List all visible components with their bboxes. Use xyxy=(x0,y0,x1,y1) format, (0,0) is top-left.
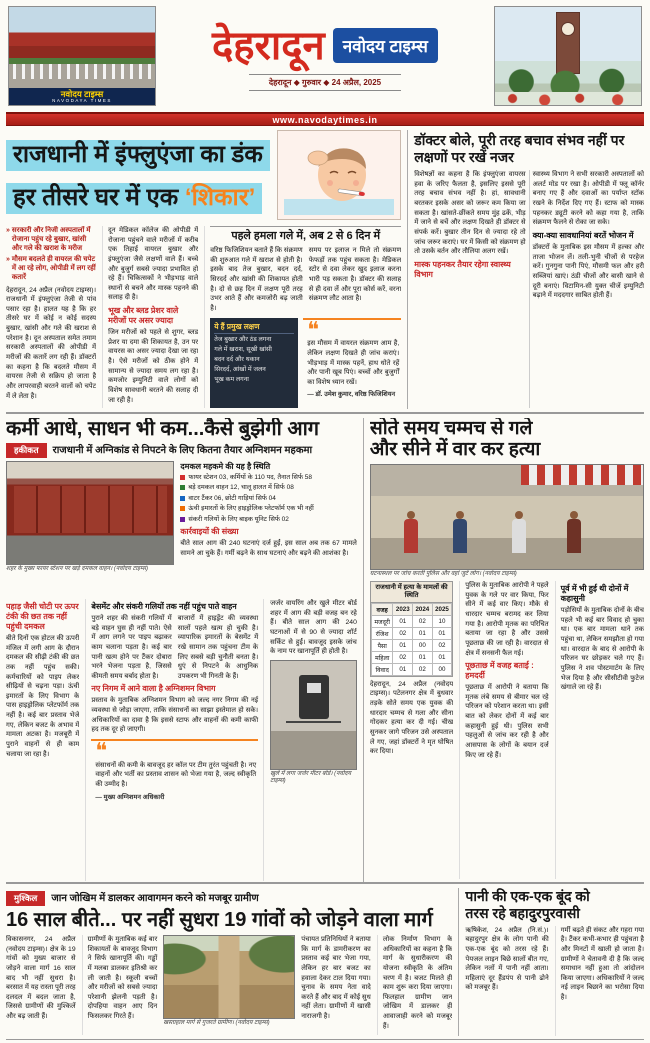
lead-paragraph: जिन मरीजों को पहले से शुगर, ब्लड प्रेशर या दमा की शिकायत है, उन पर वायरस का असर ज्यादा देखा जा रहा है। ऐसे मरीजों को ठीक होने में सामान्य से ज्यादा समय लग रहा है। कमजोर इम्युनिटी वाले लोगों को विशेष सावधानी बरतने की सलाह दी जा रही है। xyxy=(108,329,199,404)
symptom-item: तेज बुखार और ठंड लगना xyxy=(214,335,272,343)
road-photo-caption: खस्ताहाल मार्ग से गुजरते ग्रामीण। (नवोदय टाइम्स) xyxy=(163,1020,270,1026)
quote-author: — मुख्य अग्निशमन अधिकारी xyxy=(95,793,165,801)
stats-cell: रंजिश xyxy=(371,627,393,639)
road-paragraph: विकासनगर, 24 अप्रैल (नवोदय टाइम्स)। क्षेत्र के 19 गांवों को मुख्य बाजार से जोड़ने वाला मार्ग 16 साल बाद भी नहीं सुधरा है। बरसात में यह रास्ता पूरी तरह दलदल में बदल जाता है, जिससे ग्रामीणों की मुश्किलें और बढ़ जाती हैं। xyxy=(6,936,76,1021)
stats-cell: विवाद xyxy=(371,663,393,675)
stats-cell: 01 xyxy=(393,615,413,627)
fire-fact-item xyxy=(180,495,356,503)
website-url: www.navodaytimes.in xyxy=(272,114,378,125)
fire-fact-item xyxy=(180,505,356,513)
stats-header-cell: 2024 xyxy=(413,603,433,615)
road-body-columns xyxy=(6,935,452,1035)
stats-cell: 02 xyxy=(413,663,433,675)
crime-stats-grid xyxy=(371,603,452,676)
road-kicker-row xyxy=(6,891,452,906)
fire-bottom-row xyxy=(6,599,357,881)
masthead-city: देहरादून xyxy=(212,23,325,68)
arrow-bullet-icon: » xyxy=(6,256,10,264)
water-headline-line1: पानी की एक-एक बूंद को xyxy=(465,888,590,904)
fire-substory-tank xyxy=(6,599,79,881)
road-kicker-label: मुश्किल xyxy=(6,891,45,906)
lead-point xyxy=(6,255,96,282)
lead-headline-line2 xyxy=(6,183,262,214)
stats-cell: महिला xyxy=(371,651,393,663)
parade-marchers xyxy=(13,64,151,79)
crime-scene-image xyxy=(370,464,644,570)
fire-fact-text: संकरी गलियों के लिए बाइक यूनिट सिर्फ 02 xyxy=(188,515,289,523)
lead-body-columns xyxy=(6,226,401,408)
stats-cell: 01 xyxy=(413,627,433,639)
left-photo-brand-band xyxy=(9,88,155,105)
doctor-quote-block xyxy=(303,318,401,408)
stats-cell: पैसा xyxy=(371,639,393,651)
lead-paragraph: देहरादून, 24 अप्रैल (नवोदय टाइम्स)। राजधानी में इंफ्लुएंजा तेजी से पांव पसार रहा है। हालत यह है कि हर तीसरे घर में कोई न कोई सदस्य बुखार, खांसी और गले की खराश से परेशान है। दून अस्पताल समेत तमाम सरकारी अस्पतालों की ओपीडी में मरीजों की कतारें लग रही हैं। डॉक्टरों का कहना है कि बदलते मौसम में वायरस तेजी से सक्रिय हो जाता है और लापरवाही बरतने वालों को चपेट में ले लेता है। xyxy=(6,286,97,400)
meter-photo-caption: खुले में लगा जर्जर मीटर बोर्ड। (नवोदय टाइम्स) xyxy=(270,770,352,785)
lead-headline-line2-text: हर तीसरे घर में एक xyxy=(13,184,179,212)
stats-cell: 00 xyxy=(413,639,433,651)
fire-kicker-text: राजधानी में अग्निकांड से निपटने के लिए कितना तैयार अग्निशमन महकमा xyxy=(52,444,313,456)
murder-headline-line2: और सीने में वार कर हत्या xyxy=(369,439,541,461)
stats-header-cell: 2025 xyxy=(432,603,452,615)
fire-actions-text: बीते साल आग की 240 घटनाएं दर्ज हुईं, इस साल अब तक 67 मामले सामने आ चुके हैं। गर्मी बढ़ने के साथ घटनाएं और बढ़ने की आशंका है। xyxy=(180,540,357,557)
fire-station-image xyxy=(6,461,174,565)
lead-feature-paragraph: समय पर इलाज न मिले तो संक्रमण फेफड़ों तक पहुंच सकता है। मेडिकल स्टोर से दवा लेकर खुद इलाज करना भारी पड़ सकता है। डॉक्टर की सलाह से ही दवा लें और पूरा कोर्स करें, वरना संक्रमण लौट आता है। xyxy=(308,247,402,303)
lead-headline-line2-wrap xyxy=(6,176,273,214)
stats-row xyxy=(371,627,451,639)
road-paragraph: लोक निर्माण विभाग के अधिकारियों का कहना है कि मार्ग के सुधारीकरण की योजना स्वीकृति के अंतिम चरण में है। बजट मिलते ही काम शुरू करा दिया जाएगा। फिलहाल ग्रामीण जान जोखिम में डालकर ही आवाजाही करने को मजबूर हैं। xyxy=(377,935,453,1035)
stats-header-row xyxy=(371,603,451,615)
stats-cell: मजदूरी xyxy=(371,615,393,627)
masthead xyxy=(6,0,644,112)
scene-person xyxy=(404,519,418,553)
lead-column-2 xyxy=(102,226,198,408)
scene-person xyxy=(567,519,581,553)
murder-intro-paragraph: देहरादून, 24 अप्रैल (नवोदय टाइम्स)। पटेलनगर क्षेत्र में बुधवार तड़के सोते समय एक युवक की धारदार चम्मच से गला और सीना गोदकर हत्या कर दी गई। चीख सुनकर जागे परिजन उसे अस्पताल ले गए, जहां डॉक्टरों ने मृत घोषित कर दिया। xyxy=(369,680,454,756)
clocktower-flowers xyxy=(495,92,641,105)
quote-icon: ❝ xyxy=(307,317,320,343)
quote-text: संसाधनों की कमी के बावजूद हर कॉल पर टीम तुरंत पहुंचती है। नए वाहनों और भर्ती का प्रस्ताव शासन को भेजा गया है, जल्द स्वीकृति की उम्मीद है। xyxy=(95,761,257,788)
water-paragraph: ऋषिकेश, 24 अप्रैल (नि.सं.)। बहादुरपुर क्षेत्र के लोग पानी की एक-एक बूंद को तरस रहे हैं। पेयजल लाइन बिछे सालों बीत गए, लेकिन नलों में पानी नहीं आता। महिलाएं दूर हैंडपंप से पानी ढोने को मजबूर हैं। xyxy=(465,926,549,992)
fire-fact-text: वाटर टैंकर 06, छोटी गाड़ियां सिर्फ 04 xyxy=(188,494,276,502)
murder-paragraph: पूछताछ में आरोपी ने बताया कि मृतक लंबे समय से बीमार चल रहे परिजन को परेशान करता था। इसी बात को लेकर दोनों में कई बार कहासुनी हुई थी। पुलिस सभी पहलुओं से जांच कर रही है और आसपास के लोगों के बयान दर्ज किए जा रहे हैं। xyxy=(465,684,549,759)
masthead-brand: नवोदय टाइम्स xyxy=(333,28,438,63)
stats-cell: 01 xyxy=(432,651,452,663)
fire-officer-quote-block xyxy=(91,739,258,803)
meter-wire xyxy=(286,721,340,723)
fire-substory-basement-headline: बेसमेंट और संकरी गलियों तक नहीं पहुंच पाते वाहन xyxy=(91,602,237,611)
stats-cell: 01 xyxy=(393,639,413,651)
symptoms-list xyxy=(214,336,294,385)
meter-story-text: जर्जर वायरिंग और खुले मीटर बोर्ड शहर में आग की बड़ी वजह बन रहे हैं। बीते साल आग की 240 घटनाओं में से 90 से ज्यादा शॉर्ट सर्किट से हुईं। बावजूद इसके जांच के नाम पर खानापूर्ति ही होती है। xyxy=(270,600,357,656)
lead-headline-row xyxy=(6,130,401,222)
stats-cell: 01 xyxy=(432,627,452,639)
lead-column-1 xyxy=(6,226,96,408)
doctor-subhead-mask: मास्क पहनकर तैयार रहेगा स्वास्थ्य विभाग xyxy=(414,259,511,279)
electric-meter-icon xyxy=(299,675,329,719)
masthead-center xyxy=(162,6,488,110)
bullet-square-icon xyxy=(180,485,185,490)
fire-facts-panel xyxy=(180,461,356,595)
stats-cell: 01 xyxy=(413,651,433,663)
fire-station-doors xyxy=(14,486,167,533)
scene-person xyxy=(453,519,467,553)
arrow-bullet-icon: » xyxy=(6,227,10,234)
fire-photo-caption: शहर के मुख्य फायर स्टेशन पर खड़े दमकल वाहन। (नवोदय टाइम्स) xyxy=(6,566,148,572)
stats-cell: 10 xyxy=(432,615,452,627)
page-footer xyxy=(6,1039,644,1043)
quote-text: इस मौसम में वायरल संक्रमण आम है, लेकिन लक्षण दिखते ही जांच कराएं। भीड़भाड़ में मास्क पहनें, हाथ धोते रहें और पानी खूब पिएं। बच्चों और बुजुर्गों का विशेष ध्यान रखें। xyxy=(307,340,400,386)
fire-fact-text: फायर स्टेशन 03, कर्मियों के 110 पद, तैनात सिर्फ 58 xyxy=(188,474,312,481)
murder-side-column xyxy=(555,581,644,879)
murder-headline xyxy=(370,418,644,461)
fire-substory-basement-text: पुराने शहर की संकरी गलियों में बड़े वाहन घुस ही नहीं पाते। ऐसे में आग लगने पर पाइप बढ़ाकर काम चलाना पड़ता है। कई बार पानी खत्म होने पर टैंकर दोबारा भरने भेजना पड़ता है, जिससे कीमती समय बर्बाद होता है। xyxy=(91,615,172,680)
stats-row xyxy=(371,651,451,663)
middle-section xyxy=(6,414,644,884)
symptom-item: बदन दर्द और थकान xyxy=(214,355,260,363)
fire-fact-text: बड़े दमकल वाहन 12, चालू हालत में सिर्फ 08 xyxy=(188,484,294,492)
stats-cell: 02 xyxy=(413,615,433,627)
symptom-item: गले में खराश, सूखी खांसी xyxy=(214,345,272,353)
stats-cell: 00 xyxy=(432,663,452,675)
masthead-parade-photo xyxy=(8,6,156,106)
masthead-dateline: देहरादून ◆ गुरुवार ◆ 24 अप्रैल, 2025 xyxy=(249,74,401,91)
lead-story-influenza xyxy=(6,130,401,409)
symptoms-box-title: ये हैं प्रमुख लक्षण xyxy=(214,322,294,334)
stats-header-cell: वजह xyxy=(371,603,393,615)
road-story xyxy=(6,888,459,1036)
murder-column-2 xyxy=(459,581,548,879)
lead-headline-line1-wrap xyxy=(6,133,273,171)
left-brand-hindi: नवोदय टाइम्स xyxy=(60,89,104,99)
road-kicker-text: जान जोखिम में डालकर आवागमन करने को मजबूर ग्रामीण xyxy=(51,892,259,904)
fire-kicker-label: हकीकत xyxy=(6,443,47,458)
fire-facts-list xyxy=(180,474,356,524)
fire-kicker-row xyxy=(6,443,357,458)
fire-fact-item xyxy=(180,516,356,524)
road-image xyxy=(163,935,295,1019)
murder-paragraph: पुलिस के मुताबिक आरोपी ने पहले युवक के गले पर वार किया, फिर सीने में कई वार किए। मौके से धारदार चम्मच बरामद कर लिया गया है। आरोपी मृतक का परिचित बताया जा रहा है और उससे पूछताछ की जा रही है। वारदात से क्षेत्र में सनसनी फैल गई। xyxy=(465,582,549,657)
lead-point xyxy=(6,226,96,253)
quote-icon: ❝ xyxy=(95,739,108,765)
murder-headline-line1: सोते समय चम्मच से गले xyxy=(369,418,533,439)
fire-fact-text: ऊंची इमारतों के लिए हाइड्रोलिक प्लेटफॉर्म एक भी नहीं xyxy=(188,505,314,513)
lead-feature-paragraph: वरिष्ठ फिजिशियन बताते हैं कि संक्रमण की शुरुआत गले में खराश से होती है। इसके बाद तेज बुखार, बदन दर्द, सिरदर्द और खांसी की शिकायत होती है। दो से छह दिन में लक्षण पूरी तरह उभर आते हैं और कमजोरी बढ़ जाती है। xyxy=(210,247,303,313)
symptom-item: भूख कम लगना xyxy=(214,375,249,383)
water-headline xyxy=(465,888,644,922)
road-paragraph: ग्रामीणों के मुताबिक कई बार शिकायतों के बावजूद विभाग ने सिर्फ खानापूर्ति की। गड्ढों में मलबा डालकर इतिश्री कर ली जाती है। स्कूली बच्चों और मरीजों को सबसे ज्यादा परेशानी झेलनी पड़ती है। दोपहिया वाहन आए दिन फिसलकर गिरते हैं। xyxy=(82,935,158,1035)
water-body-columns xyxy=(465,926,644,1036)
lead-feature-columns xyxy=(210,246,401,313)
meter-photo xyxy=(270,660,357,786)
fire-substory-basement-columns xyxy=(91,614,258,681)
fire-story-headline: कर्मी आधे, साधन भी कम...कैसे बुझेगी आग xyxy=(6,418,320,440)
crime-photo-caption: घटनास्थल पर जांच करती पुलिस और वहां जुटे लोग। (नवोदय टाइम्स) xyxy=(369,570,517,577)
stats-header-cell: 2023 xyxy=(393,603,413,615)
stats-cell: 01 xyxy=(393,663,413,675)
doctor-story-body xyxy=(414,170,644,408)
stats-row xyxy=(371,615,451,627)
fire-substory-tank-text: बीते दिनों एक होटल की ऊपरी मंजिल में लगी आग के दौरान दमकल की सीढ़ी टंकी की छत तक नहीं पहुंच सकी। कर्मचारियों को पाइप लेकर सीढ़ियों से चढ़ना पड़ा। ऊंची इमारतों के लिए विभाग के पास हाइड्रोलिक प्लेटफॉर्म तक नहीं है। कई बार प्रस्ताव भेजे गए, लेकिन बजट के अभाव में मामला अटका है। मजबूरी में पुराने वाहनों से ही काम चलाया जा रहा है। xyxy=(6,635,80,758)
fire-substory-nigam-text: प्रस्ताव के मुताबिक अग्निशमन विभाग को जल्द नगर निगम की नई व्यवस्था से जोड़ा जाएगा, ताकि संसाधनों का साझा इस्तेमाल हो सके। अधिकारियों का दावा है कि इससे स्टाफ और वाहनों की कमी काफी हद तक दूर हो जाएगी। xyxy=(91,697,259,734)
fire-fact-item xyxy=(180,484,356,492)
fire-substory-basement-text: बाजारों में हाइड्रेंट की व्यवस्था सालों पहले खत्म हो चुकी है। व्यापारिक इमारतों के बेसमेंट में रखे सामान तक पहुंचना टीम के लिए सबसे बड़ी चुनौती बनता है। धुएं से निपटने के आधुनिक उपकरण भी गिनती के हैं। xyxy=(177,615,259,680)
road-photo xyxy=(163,935,295,1035)
lead-bottom-row xyxy=(210,318,401,408)
fire-top-row xyxy=(6,461,357,595)
lead-point-text: सरकारी और निजी अस्पतालों में रोजाना पहुंच रहे बुखार, खांसी और गले की खराश के मरीज xyxy=(11,227,91,253)
fire-substory-nigam-headline: नए निगम में आने वाला है अग्निशमन विभाग xyxy=(91,684,216,694)
bullet-square-icon xyxy=(180,475,185,480)
brand-row xyxy=(212,23,438,68)
fire-substory-tank-headline: पहाड़ जैसी चोटी पर ऊपर टंकी की छत तक नहीं पहुंची दमकल xyxy=(6,602,79,631)
murder-story xyxy=(370,418,644,882)
bottom-section xyxy=(6,884,644,1036)
murder-subhead: पूछताछ में वजह बताई : हमदर्दी xyxy=(465,661,534,681)
stats-cell: 02 xyxy=(393,651,413,663)
water-paragraph: गर्मी बढ़ते ही संकट और गहरा गया है। टैंकर कभी-कभार ही पहुंचता है और मिनटों में खाली हो जाता है। ग्रामीणों ने चेतावनी दी है कि जल्द समाधान नहीं हुआ तो आंदोलन किया जाएगा। अधिकारियों ने जल्द नई लाइन बिछाने का भरोसा दिया है। xyxy=(555,926,644,1036)
water-story xyxy=(465,888,644,1036)
meter-image xyxy=(270,660,357,770)
lead-feature-block xyxy=(204,226,401,408)
murder-side-text: पड़ोसियों के मुताबिक दोनों के बीच पहले भी कई बार विवाद हो चुका था। एक बार मामला थाने तक पहुंचा था, लेकिन समझौता हो गया था। वारदात के बाद से आरोपी के परिजन घर छोड़कर चले गए हैं। पुलिस ने शव पोस्टमार्टम के लिए भेज दिया है और सीसीटीवी फुटेज खंगाले जा रहे हैं। xyxy=(560,607,644,692)
lead-feature-headline: पहले हमला गले में, अब 2 से 6 दिन में xyxy=(210,226,401,243)
fire-meter-column xyxy=(270,599,357,881)
fire-facts-title: दमकल महकमे की यह है स्थिति xyxy=(180,462,271,471)
murder-column-1 xyxy=(370,581,453,879)
crime-stats-table xyxy=(370,581,453,677)
stats-row xyxy=(371,663,451,675)
sick-person-illustration xyxy=(277,130,401,220)
doctor-paragraph: स्वास्थ्य विभाग ने सभी सरकारी अस्पतालों को अलर्ट मोड पर रखा है। ओपीडी में फ्लू कॉर्नर बनाए गए हैं और दवाओं का पर्याप्त स्टॉक रखने के निर्देश दिए गए हैं। स्टाफ को मास्क पहनकर ड्यूटी करने को कहा गया है, ताकि संक्रमण फैलने से रोका जा सके। xyxy=(532,171,644,227)
crime-stats-title: राजधानी में हत्या के मामलों की स्थिति xyxy=(371,582,452,603)
stats-row xyxy=(371,639,451,651)
fire-station-photo xyxy=(6,461,174,595)
quote-author: — डॉ. उमेश कुमार, वरिष्ठ फिजिशियन xyxy=(307,391,396,399)
top-section xyxy=(6,126,644,414)
lead-headlines xyxy=(6,130,273,222)
doctor-paragraph: विशेषज्ञों का कहना है कि इंफ्लुएंजा वायरस हवा के जरिए फैलता है, इसलिए इससे पूरी तरह बचाव संभव नहीं है। हां, सावधानी बरतकर इसके असर को जरूर कम किया जा सकता है। खांसते-छींकते समय मुंह ढकें, भीड़ में जाने से बचें और लक्षण दिखते ही डॉक्टर से संपर्क करें। बुखार तीन दिन से ज्यादा रहे तो जांच जरूर कराएं। घर में किसी को संक्रमण हो तो उसके बर्तन और तौलिया अलग रखें। xyxy=(414,171,526,256)
stats-cell: 02 xyxy=(393,627,413,639)
lead-headline-line1: राजधानी में इंफ्लुएंजा का डंक xyxy=(6,140,270,171)
fire-fact-item xyxy=(180,474,356,482)
symptoms-box xyxy=(210,318,298,408)
clocktower-trees xyxy=(495,65,641,93)
bullet-square-icon xyxy=(180,506,185,511)
road-paragraph: पंचायत प्रतिनिधियों ने बताया कि मार्ग के डामरीकरण का प्रस्ताव कई बार भेजा गया, लेकिन हर बार बजट का हवाला देकर टाल दिया गया। चुनाव के समय नेता वादे करते हैं और बाद में कोई सुध नहीं लेता। ग्रामीणों में खासी नाराजगी है। xyxy=(301,936,371,1021)
murder-side-headline: पूर्व में भी हुई थी दोनों में कहासुनी xyxy=(560,584,629,604)
doctor-story-headline: डॉक्टर बोले, पूरी तरह बचाव संभव नहीं पर लक्षणों पर रखें नजर xyxy=(414,132,625,166)
doctor-advice-story xyxy=(407,130,644,409)
website-bar xyxy=(6,112,644,126)
lead-paragraph: दून मेडिकल कॉलेज की ओपीडी में रोजाना पहुंचने वाले मरीजों में करीब एक तिहाई वायरल बुखार और इंफ्लुएंजा जैसे लक्षणों वाले हैं। बच्चे और बुजुर्ग सबसे ज्यादा प्रभावित हो रहे हैं। चिकित्सकों ने भीड़भाड़ वाले स्थानों से बचने और मास्क पहनने की सलाह दी है। xyxy=(108,227,199,302)
murder-body-columns xyxy=(370,581,644,879)
stats-cell: 02 xyxy=(432,639,452,651)
left-brand-english: NAVODAYA TIMES xyxy=(52,97,112,103)
water-headline-line2: तरस रहे बहादुरपुरवासी xyxy=(465,904,580,921)
scene-awning xyxy=(521,465,643,485)
doctor-subhead-food: क्या-क्या सावधानियां बरतें भोजन में xyxy=(532,231,634,240)
fire-actions-subhead: कार्रवाइयों की संख्या xyxy=(180,527,239,537)
lead-headline-highlight: ‘शिकार’ xyxy=(184,184,256,212)
bullet-square-icon xyxy=(180,517,185,522)
lead-highlight-points xyxy=(6,226,96,283)
crime-scene-photo xyxy=(370,464,644,579)
lead-point-text: मौसम बदलते ही वायरल की चपेट में आ रहे लोग, ओपीडी में लग रहीं कतारें xyxy=(11,256,96,282)
fire-department-story xyxy=(6,418,364,882)
lead-subhead-bp: भूख और ब्लड प्रेशर वाले मरीजों पर असर ज्यादा xyxy=(108,306,179,326)
sick-person-drawing xyxy=(278,131,400,219)
scene-person xyxy=(512,519,526,553)
doctor-paragraph: डॉक्टरों के मुताबिक इस मौसम में हल्का और ताजा भोजन लें। तली-भुनी चीजों से परहेज करें। गुनगुना पानी पिएं, मौसमी फल और हरी सब्जियां खाएं। ठंडी चीजों और बासी खाने से दूरी बनाएं। विटामिन-सी युक्त चीजें इम्युनिटी बढ़ाने में मददगार साबित होती हैं। xyxy=(532,244,644,300)
symptom-item: सिरदर्द, आंखों में जलन xyxy=(214,365,266,373)
road-headline: 16 साल बीते... पर नहीं सुधरा 19 गांवों को जोड़ने वाला मार्ग xyxy=(6,909,433,931)
bullet-square-icon xyxy=(180,496,185,501)
masthead-clocktower-photo xyxy=(494,6,642,106)
fire-substory-basement xyxy=(85,599,264,881)
